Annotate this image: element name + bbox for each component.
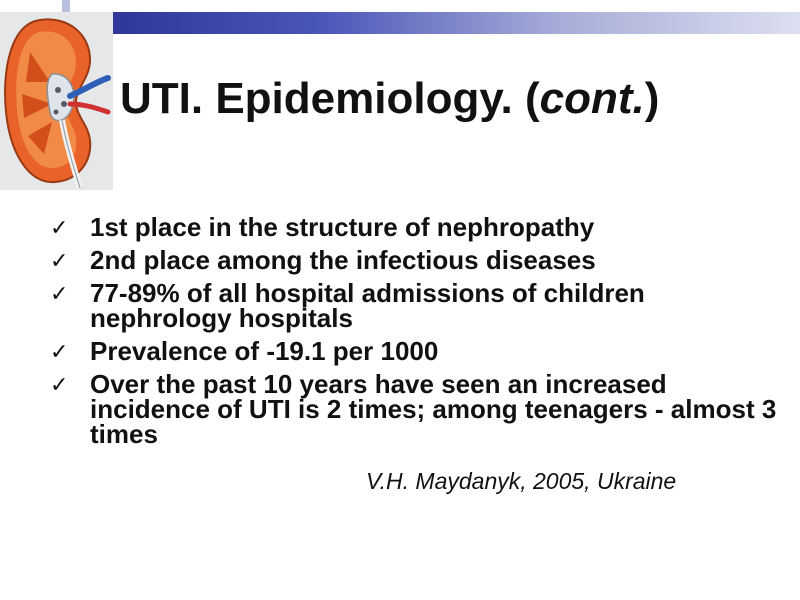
title-main: UTI. Epidemiology. ( <box>120 74 540 123</box>
check-mark-icon: ✓ <box>50 339 69 364</box>
kidney-icon <box>0 12 113 190</box>
header-gradient-bar <box>113 12 800 34</box>
bullet-item <box>50 245 790 275</box>
bullet-text: 1st place in the structure of nephropathy <box>90 212 595 242</box>
citation: V.H. Maydanyk, 2005, Ukraine <box>366 468 677 494</box>
bullet-item <box>50 212 790 242</box>
check-mark-icon: ✓ <box>50 215 69 240</box>
title-close: ) <box>644 74 660 123</box>
title-italic: cont. <box>539 74 645 123</box>
bullet-item <box>50 369 790 449</box>
slide-title <box>120 74 760 124</box>
bullet-text: 2nd place among the infectious diseases <box>90 245 596 275</box>
bullet-item <box>50 278 790 333</box>
bullet-list <box>50 212 790 455</box>
bullet-text: Over the past 10 years have seen an increased incidence of UTI is 2 times; among teenagers - almost 3 times <box>90 369 777 449</box>
decorative-stripe <box>62 0 70 12</box>
bullet-text: 77-89% of all hospital admissions of children nephrology hospitals <box>90 278 645 333</box>
check-mark-icon: ✓ <box>50 248 69 273</box>
check-mark-icon: ✓ <box>50 372 69 397</box>
bullet-text: Prevalence of -19.1 per 1000 <box>90 336 439 366</box>
check-mark-icon: ✓ <box>50 281 69 306</box>
kidney-illustration <box>0 12 113 190</box>
bullet-item <box>50 336 790 366</box>
